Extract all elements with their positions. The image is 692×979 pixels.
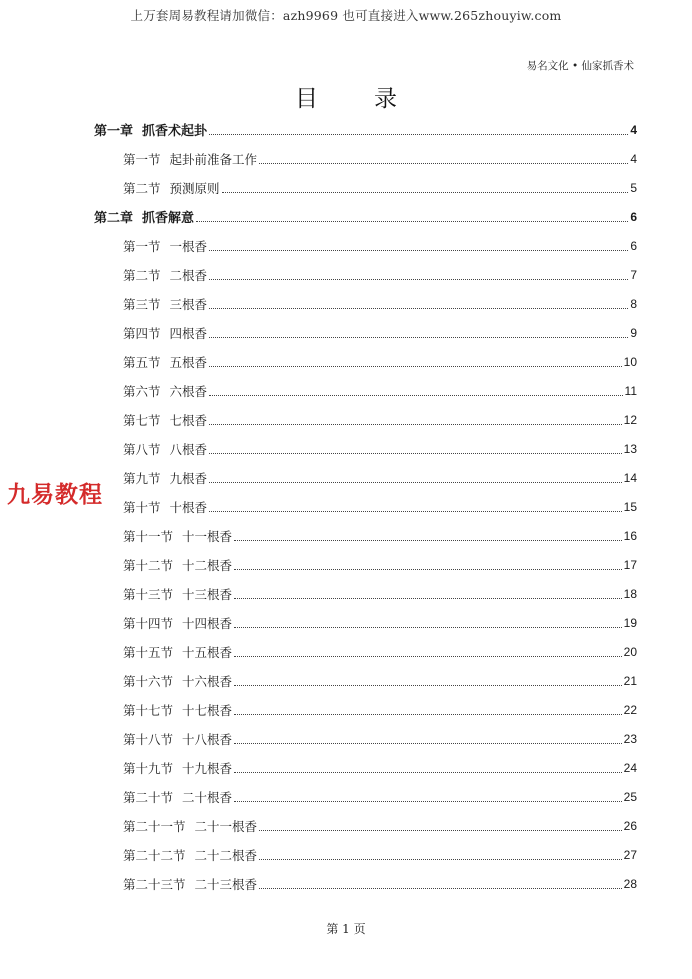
toc-page-number: 26	[623, 818, 637, 833]
toc-entry-number: 第十九节	[123, 760, 174, 776]
toc-page-number: 9	[630, 325, 637, 340]
dot-leader	[222, 192, 629, 193]
toc-entry-number: 第十一节	[123, 528, 174, 544]
toc-section-entry[interactable]	[94, 637, 637, 666]
dot-leader	[209, 511, 622, 512]
dot-leader	[234, 598, 622, 599]
toc-section-entry[interactable]	[94, 231, 637, 260]
toc-page-number: 4	[630, 151, 637, 166]
running-header: 易名文化 • 仙家抓香术	[526, 60, 634, 72]
toc-entry-number: 第六节	[123, 383, 161, 399]
toc-page-number: 22	[623, 702, 637, 717]
toc-entry-title: 二十根香	[182, 789, 233, 805]
toc-entry-number: 第十五节	[123, 644, 174, 660]
toc-entry-title: 预测原则	[169, 180, 220, 196]
toc-entry-title: 三根香	[169, 296, 208, 312]
watermark: 九易教程	[7, 482, 103, 508]
toc-page-number: 25	[623, 789, 637, 804]
toc-section-entry[interactable]	[94, 434, 637, 463]
dot-leader	[259, 888, 622, 889]
toc-section-entry[interactable]	[94, 869, 637, 898]
title-char-left: 目	[295, 86, 318, 112]
toc-entry-title: 二十二根香	[194, 847, 258, 863]
toc-section-entry[interactable]	[94, 753, 637, 782]
dot-leader	[209, 395, 623, 396]
title-char-right: 录	[374, 86, 397, 112]
toc-entry-number: 第十三节	[123, 586, 174, 602]
toc-entry-title: 起卦前准备工作	[169, 151, 258, 167]
toc-page-number: 7	[630, 267, 637, 282]
dot-leader	[209, 279, 628, 280]
toc-entry-title: 十二根香	[182, 557, 233, 573]
dot-leader	[259, 163, 628, 164]
dot-leader	[209, 250, 628, 251]
dot-leader	[234, 801, 622, 802]
dot-leader	[234, 627, 622, 628]
toc-entry-number: 第二十二节	[123, 847, 186, 863]
dot-leader	[234, 772, 622, 773]
toc-entry-number: 第十六节	[123, 673, 174, 689]
toc-entry-title: 五根香	[169, 354, 208, 370]
toc-entry-title: 二十一根香	[194, 818, 258, 834]
toc-entry-title: 七根香	[169, 412, 208, 428]
dot-leader	[196, 221, 628, 222]
toc-entry-title: 抓香解意	[142, 211, 195, 226]
toc-section-entry[interactable]	[94, 347, 637, 376]
toc-entry-number: 第二章	[94, 211, 134, 226]
dot-leader	[209, 453, 622, 454]
dot-leader	[234, 540, 622, 541]
toc-page-number: 8	[630, 296, 637, 311]
toc-entry-title: 六根香	[169, 383, 208, 399]
table-of-contents	[94, 115, 637, 898]
toc-page-number: 23	[623, 731, 637, 746]
toc-section-entry[interactable]	[94, 405, 637, 434]
toc-section-entry[interactable]	[94, 318, 637, 347]
toc-chapter-entry[interactable]	[94, 115, 637, 144]
toc-entry-number: 第八节	[123, 441, 161, 457]
dot-leader	[209, 366, 622, 367]
toc-page-number: 15	[623, 499, 637, 514]
toc-entry-number: 第十四节	[123, 615, 174, 631]
toc-page-number: 13	[623, 441, 637, 456]
toc-section-entry[interactable]	[94, 492, 637, 521]
toc-section-entry[interactable]	[94, 666, 637, 695]
toc-page-number: 19	[623, 615, 637, 630]
toc-page-number: 6	[630, 238, 637, 253]
toc-entry-number: 第二节	[123, 180, 161, 196]
toc-entry-number: 第十节	[123, 499, 161, 515]
toc-section-entry[interactable]	[94, 695, 637, 724]
toc-entry-title: 一根香	[169, 238, 208, 254]
toc-entry-number: 第二节	[123, 267, 161, 283]
toc-entry-title: 十七根香	[182, 702, 233, 718]
page-title	[0, 80, 692, 113]
toc-page-number: 14	[623, 470, 637, 485]
toc-entry-number: 第一节	[123, 151, 161, 167]
dot-leader	[234, 569, 622, 570]
toc-entry-title: 十一根香	[182, 528, 233, 544]
toc-entry-title: 十九根香	[182, 760, 233, 776]
dot-leader	[234, 743, 622, 744]
toc-page-number: 27	[623, 847, 637, 862]
toc-page-number: 16	[623, 528, 637, 543]
dot-leader	[209, 482, 622, 483]
toc-section-entry[interactable]	[94, 144, 637, 173]
toc-page-number: 11	[624, 383, 637, 398]
toc-page-number: 28	[623, 876, 637, 891]
toc-entry-number: 第九节	[123, 470, 161, 486]
toc-page-number: 10	[623, 354, 637, 369]
toc-entry-title: 二根香	[169, 267, 208, 283]
dot-leader	[234, 714, 622, 715]
toc-page-number: 20	[623, 644, 637, 659]
toc-entry-title: 十四根香	[182, 615, 233, 631]
toc-section-entry[interactable]	[94, 521, 637, 550]
toc-section-entry[interactable]	[94, 376, 637, 405]
dot-leader	[259, 830, 622, 831]
toc-section-entry[interactable]	[94, 550, 637, 579]
toc-entry-number: 第五节	[123, 354, 161, 370]
toc-page-number: 4	[630, 122, 637, 137]
toc-page-number: 17	[623, 557, 637, 572]
toc-entry-number: 第三节	[123, 296, 161, 312]
toc-section-entry[interactable]	[94, 260, 637, 289]
toc-section-entry[interactable]	[94, 579, 637, 608]
toc-section-entry[interactable]	[94, 724, 637, 753]
toc-entry-number: 第一章	[94, 124, 134, 139]
dot-leader	[209, 337, 628, 338]
toc-entry-title: 十八根香	[182, 731, 233, 747]
toc-page-number: 6	[630, 209, 637, 224]
toc-entry-number: 第一节	[123, 238, 161, 254]
toc-entry-title: 抓香术起卦	[142, 124, 208, 139]
dot-leader	[234, 685, 622, 686]
toc-entry-title: 四根香	[169, 325, 208, 341]
dot-leader	[209, 424, 622, 425]
toc-page-number: 21	[623, 673, 637, 688]
toc-entry-title: 九根香	[169, 470, 208, 486]
toc-entry-number: 第二十三节	[123, 876, 186, 892]
toc-page-number: 18	[623, 586, 637, 601]
toc-entry-title: 十五根香	[182, 644, 233, 660]
toc-entry-title: 十根香	[169, 499, 208, 515]
toc-entry-number: 第四节	[123, 325, 161, 341]
toc-entry-number: 第二十一节	[123, 818, 186, 834]
toc-page-number: 24	[623, 760, 637, 775]
toc-section-entry[interactable]	[94, 289, 637, 318]
toc-section-entry[interactable]	[94, 463, 637, 492]
toc-page-number: 12	[623, 412, 637, 427]
toc-page-number: 5	[630, 180, 637, 195]
toc-entry-title: 八根香	[169, 441, 208, 457]
toc-section-entry[interactable]	[94, 811, 637, 840]
toc-section-entry[interactable]	[94, 782, 637, 811]
toc-section-entry[interactable]	[94, 840, 637, 869]
promo-line: 上万套周易教程请加微信：azh9969 也可直接进入www.265zhouyiw.com	[130, 8, 562, 23]
page-number: 第 1 页	[326, 922, 366, 936]
dot-leader	[234, 656, 622, 657]
toc-section-entry[interactable]	[94, 173, 637, 202]
toc-entry-number: 第十二节	[123, 557, 174, 573]
toc-entry-number: 第七节	[123, 412, 161, 428]
dot-leader	[209, 308, 628, 309]
toc-section-entry[interactable]	[94, 608, 637, 637]
toc-entry-number: 第十八节	[123, 731, 174, 747]
dot-leader	[209, 134, 628, 135]
toc-entry-title: 二十三根香	[194, 876, 258, 892]
toc-entry-number: 第二十节	[123, 789, 174, 805]
toc-chapter-entry[interactable]	[94, 202, 637, 231]
dot-leader	[259, 859, 622, 860]
toc-entry-title: 十六根香	[182, 673, 233, 689]
toc-entry-title: 十三根香	[182, 586, 233, 602]
toc-entry-number: 第十七节	[123, 702, 174, 718]
